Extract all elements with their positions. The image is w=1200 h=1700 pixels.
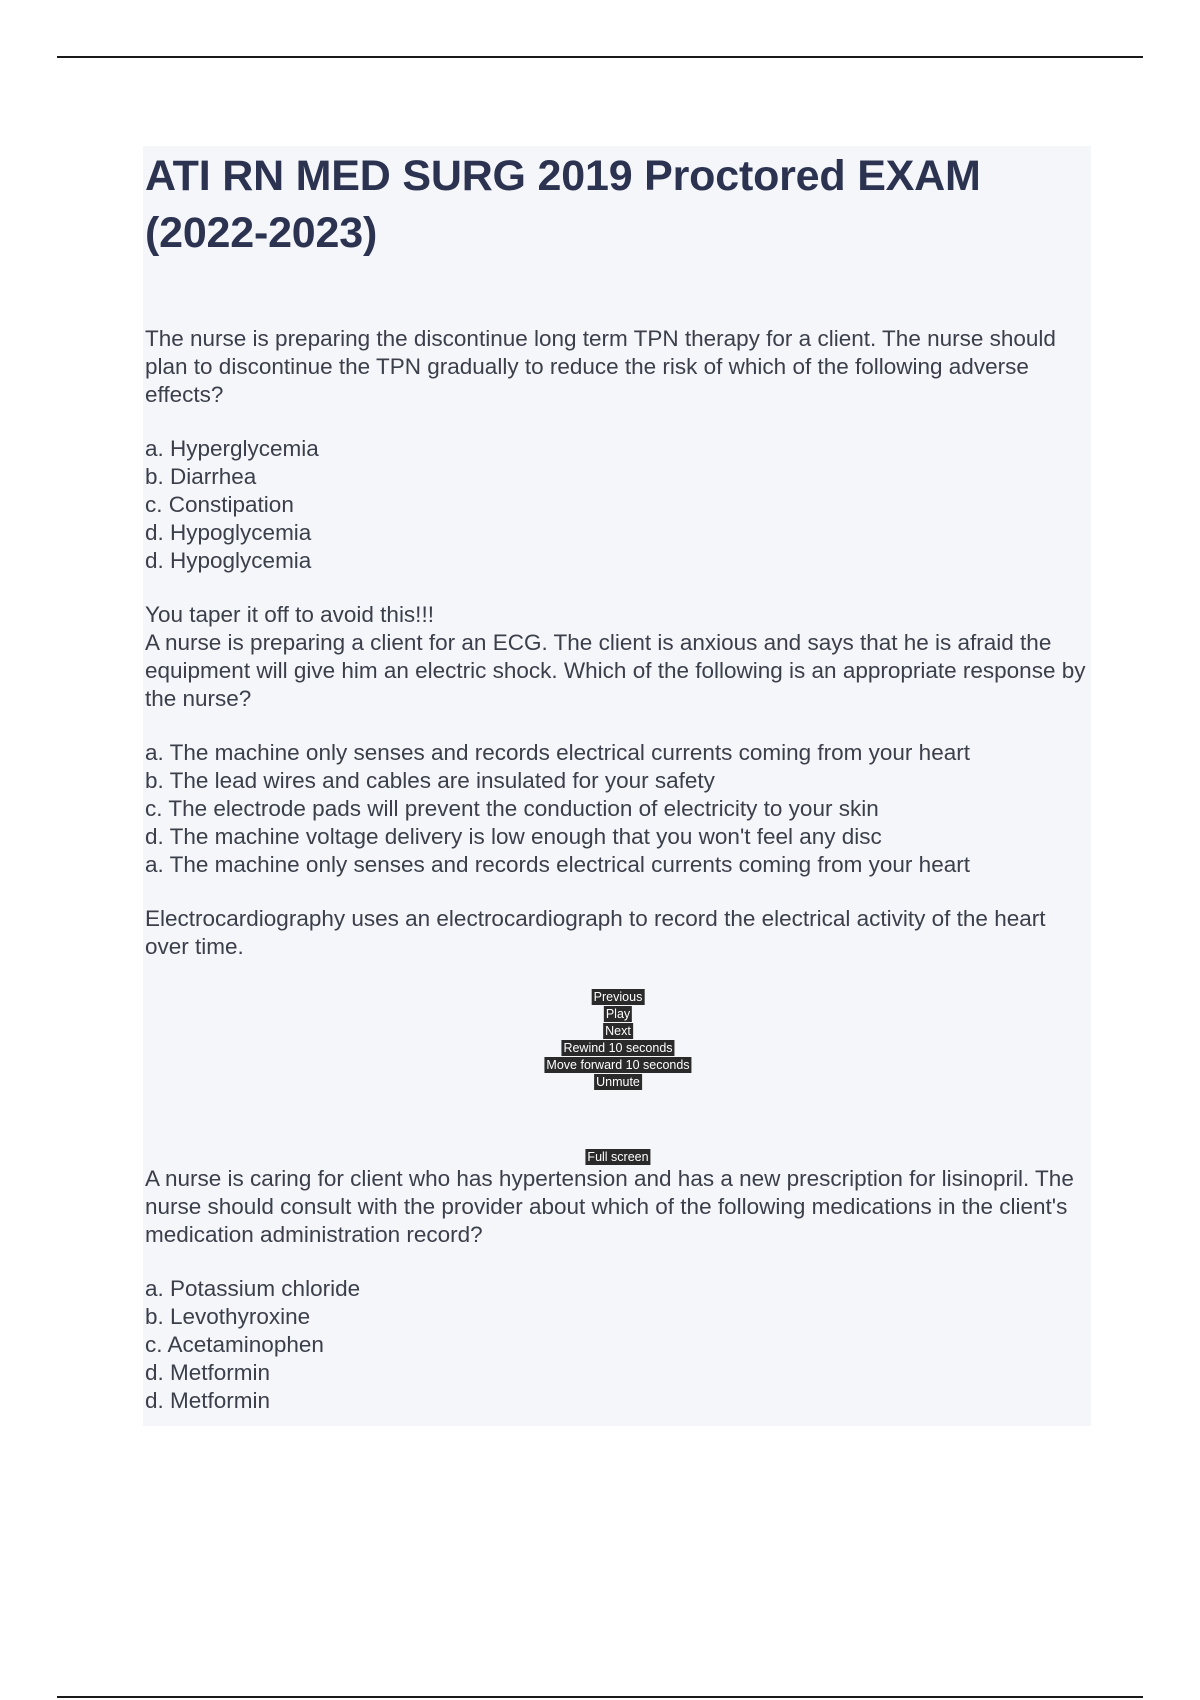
document-title: ATI RN MED SURG 2019 Proctored EXAM (2022-2023) [145,152,981,257]
fullscreen-button[interactable]: Full screen [587,1150,649,1164]
question-stem: A nurse is caring for client who has hypertension and has a new prescription for lisinopril. The nurse should consult with the provider about which of the following medications in the client's medication administration record? [145,1166,1074,1247]
media-placeholder [616,970,619,986]
option-c: c. Acetaminophen [145,1332,324,1357]
option-b: b. Diarrhea [145,464,257,489]
next-button[interactable]: Next [605,1024,631,1038]
answer-options [145,1275,1091,1415]
answer-options [145,435,1091,575]
rationale: You taper it off to avoid this!!! [145,602,434,627]
option-d: d. The machine voltage delivery is low enough that you won't feel any disc [145,824,882,849]
answer-options [145,739,1091,879]
play-button[interactable]: Play [605,1007,631,1021]
option-a: a. Hyperglycemia [145,436,319,461]
option-b: b. The lead wires and cables are insulated for your safety [145,768,715,793]
correct-answer: d. Hypoglycemia [145,548,312,573]
footer-rule [57,1696,1143,1698]
option-a: a. Potassium chloride [145,1276,361,1301]
correct-answer: a. The machine only senses and records electrical currents coming from your heart [145,852,970,877]
option-c: c. The electrode pads will prevent the conduction of electricity to your skin [145,796,879,821]
unmute-button[interactable]: Unmute [596,1075,640,1089]
previous-button[interactable]: Previous [593,990,643,1004]
forward-button[interactable]: Move forward 10 seconds [546,1058,690,1072]
option-d: d. Metformin [145,1360,271,1385]
option-a: a. The machine only senses and records electrical currents coming from your heart [145,740,970,765]
option-c: c. Constipation [145,492,294,517]
media-player [145,967,1091,1165]
header-rule [57,56,1143,58]
question-stem: The nurse is preparing the discontinue long term TPN therapy for a client. The nurse should plan to discontinue the TPN gradually to reduce the risk of which of the following adverse effects? [145,326,1056,407]
rewind-button[interactable]: Rewind 10 seconds [563,1041,673,1055]
option-b: b. Levothyroxine [145,1304,311,1329]
rationale: Electrocardiography uses an electrocardiograph to record the electrical activity of the heart over time. [145,906,1046,959]
document-body [143,146,1091,1426]
question-stem: A nurse is preparing a client for an ECG. The client is anxious and says that he is afraid the equipment will give him an electric shock. Which of the following is an appropriate response by the nurse? [145,630,1086,711]
option-d: d. Hypoglycemia [145,520,312,545]
correct-answer: d. Metformin [145,1388,271,1413]
